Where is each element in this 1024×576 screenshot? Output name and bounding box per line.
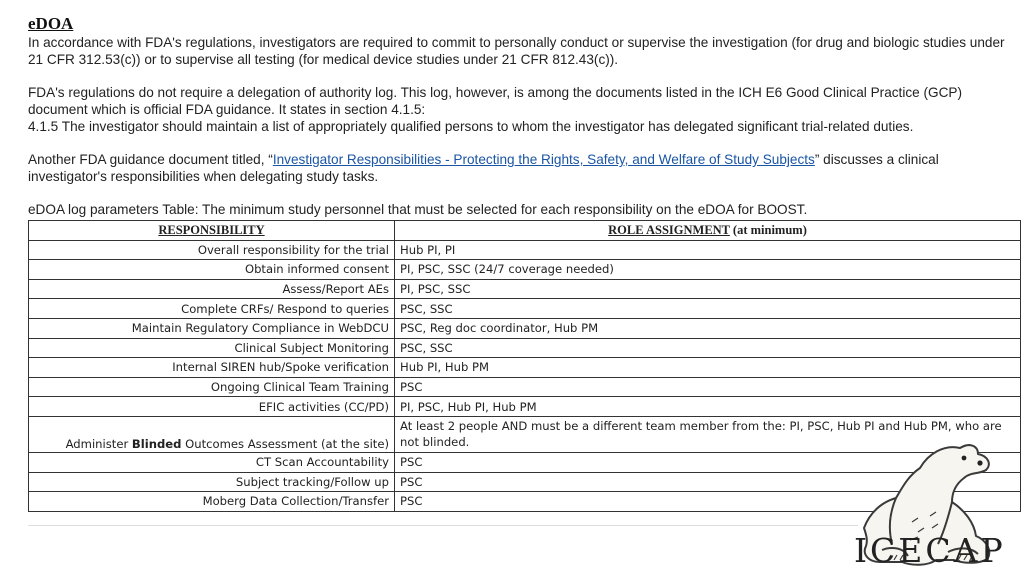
role-assignment-header-suffix: (at minimum) (729, 223, 807, 238)
responsibility-cell: Assess/Report AEs (29, 279, 395, 299)
table-row (29, 377, 1021, 397)
guidance-text-before: Another FDA guidance document titled, “ (28, 152, 273, 167)
table-row (29, 358, 1021, 378)
responsibility-cell: Maintain Regulatory Compliance in WebDCU (29, 318, 395, 338)
role-cell: PSC, Reg doc coordinator, Hub PM (395, 318, 1021, 338)
role-cell: At least 2 people AND must be a different team member from the: PI, PSC, Hub PI and Hub PM, who are not blinded. (395, 416, 1021, 452)
paragraph-ich-e6: FDA's regulations do not require a delegation of authority log. This log, however, is among the documents listed in the ICH E6 Good Clinical Practice (GCP) document which is official FDA guidance. It states in section 4.1.5: (28, 85, 962, 117)
role-cell: PSC (395, 377, 1021, 397)
paragraph-section-415: 4.1.5 The investigator should maintain a list of appropriately qualified persons to whom the investigator has delegated significant trial-related duties. (28, 119, 914, 134)
role-cell: PSC, SSC (395, 338, 1021, 358)
responsibility-cell: CT Scan Accountability (29, 452, 395, 472)
role-cell: PI, PSC, Hub PI, Hub PM (395, 397, 1021, 417)
responsibility-column-header: RESPONSIBILITY (29, 221, 395, 241)
responsibility-cell: Overall responsibility for the trial (29, 240, 395, 260)
guidance-link[interactable]: Investigator Responsibilities - Protecting the Rights, Safety, and Welfare of Study Subjects (272, 152, 815, 167)
responsibility-cell: Obtain informed consent (29, 260, 395, 280)
role-cell: Hub PI, Hub PM (395, 358, 1021, 378)
table-row (29, 240, 1021, 260)
role-cell: Hub PI, PI (395, 240, 1021, 260)
responsibility-cell: Clinical Subject Monitoring (29, 338, 395, 358)
responsibility-cell: Complete CRFs/ Respond to queries (29, 299, 395, 319)
icecap-logo-text: ICECAP (854, 531, 1006, 570)
responsibility-cell: Moberg Data Collection/Transfer (29, 492, 395, 512)
responsibility-cell: Ongoing Clinical Team Training (29, 377, 395, 397)
role-cell: PSC (395, 472, 1021, 492)
table-row (29, 338, 1021, 358)
table-caption: eDOA log parameters Table: The minimum study personnel that must be selected for each responsibility on the eDOA for BOOST. (28, 202, 808, 217)
paragraph-regulations: In accordance with FDA's regulations, investigators are required to commit to personally conduct or supervise the investigation (for drug and biologic studies under 21 CFR 312.53(c)) or to supervise all testing (for medical device studies under 21 CFR 812.43(c)). (28, 35, 1005, 67)
blinded-emphasis: Blinded (131, 436, 182, 451)
table-row (29, 260, 1021, 280)
guidance-text-after: ” discusses a clinical investigator's responsibilities when delegating study tasks. (28, 152, 939, 184)
role-cell: PSC, SSC (395, 299, 1021, 319)
role-assignment-header-label: ROLE ASSIGNMENT (608, 223, 730, 238)
responsibility-cell: EFIC activities (CC/PD) (29, 397, 395, 417)
table-row (29, 318, 1021, 338)
responsibility-cell: Administer Blinded Outcomes Assessment (at the site) (29, 416, 395, 452)
document-body (28, 14, 1013, 232)
page-title: eDOA (28, 14, 74, 33)
responsibility-cell: Subject tracking/Follow up (29, 472, 395, 492)
responsibility-cell: Internal SIREN hub/Spoke verification (29, 358, 395, 378)
role-cell: PSC (395, 492, 1021, 512)
role-assignment-column-header (395, 221, 1021, 241)
divider (28, 525, 858, 526)
role-cell: PI, PSC, SSC (24/7 coverage needed) (395, 260, 1021, 280)
table-row (29, 279, 1021, 299)
table-header-row (29, 221, 1021, 241)
table-row (29, 397, 1021, 417)
table-row (29, 299, 1021, 319)
role-cell: PI, PSC, SSC (395, 279, 1021, 299)
role-cell: PSC (395, 452, 1021, 472)
paragraph-guidance (28, 151, 1013, 185)
